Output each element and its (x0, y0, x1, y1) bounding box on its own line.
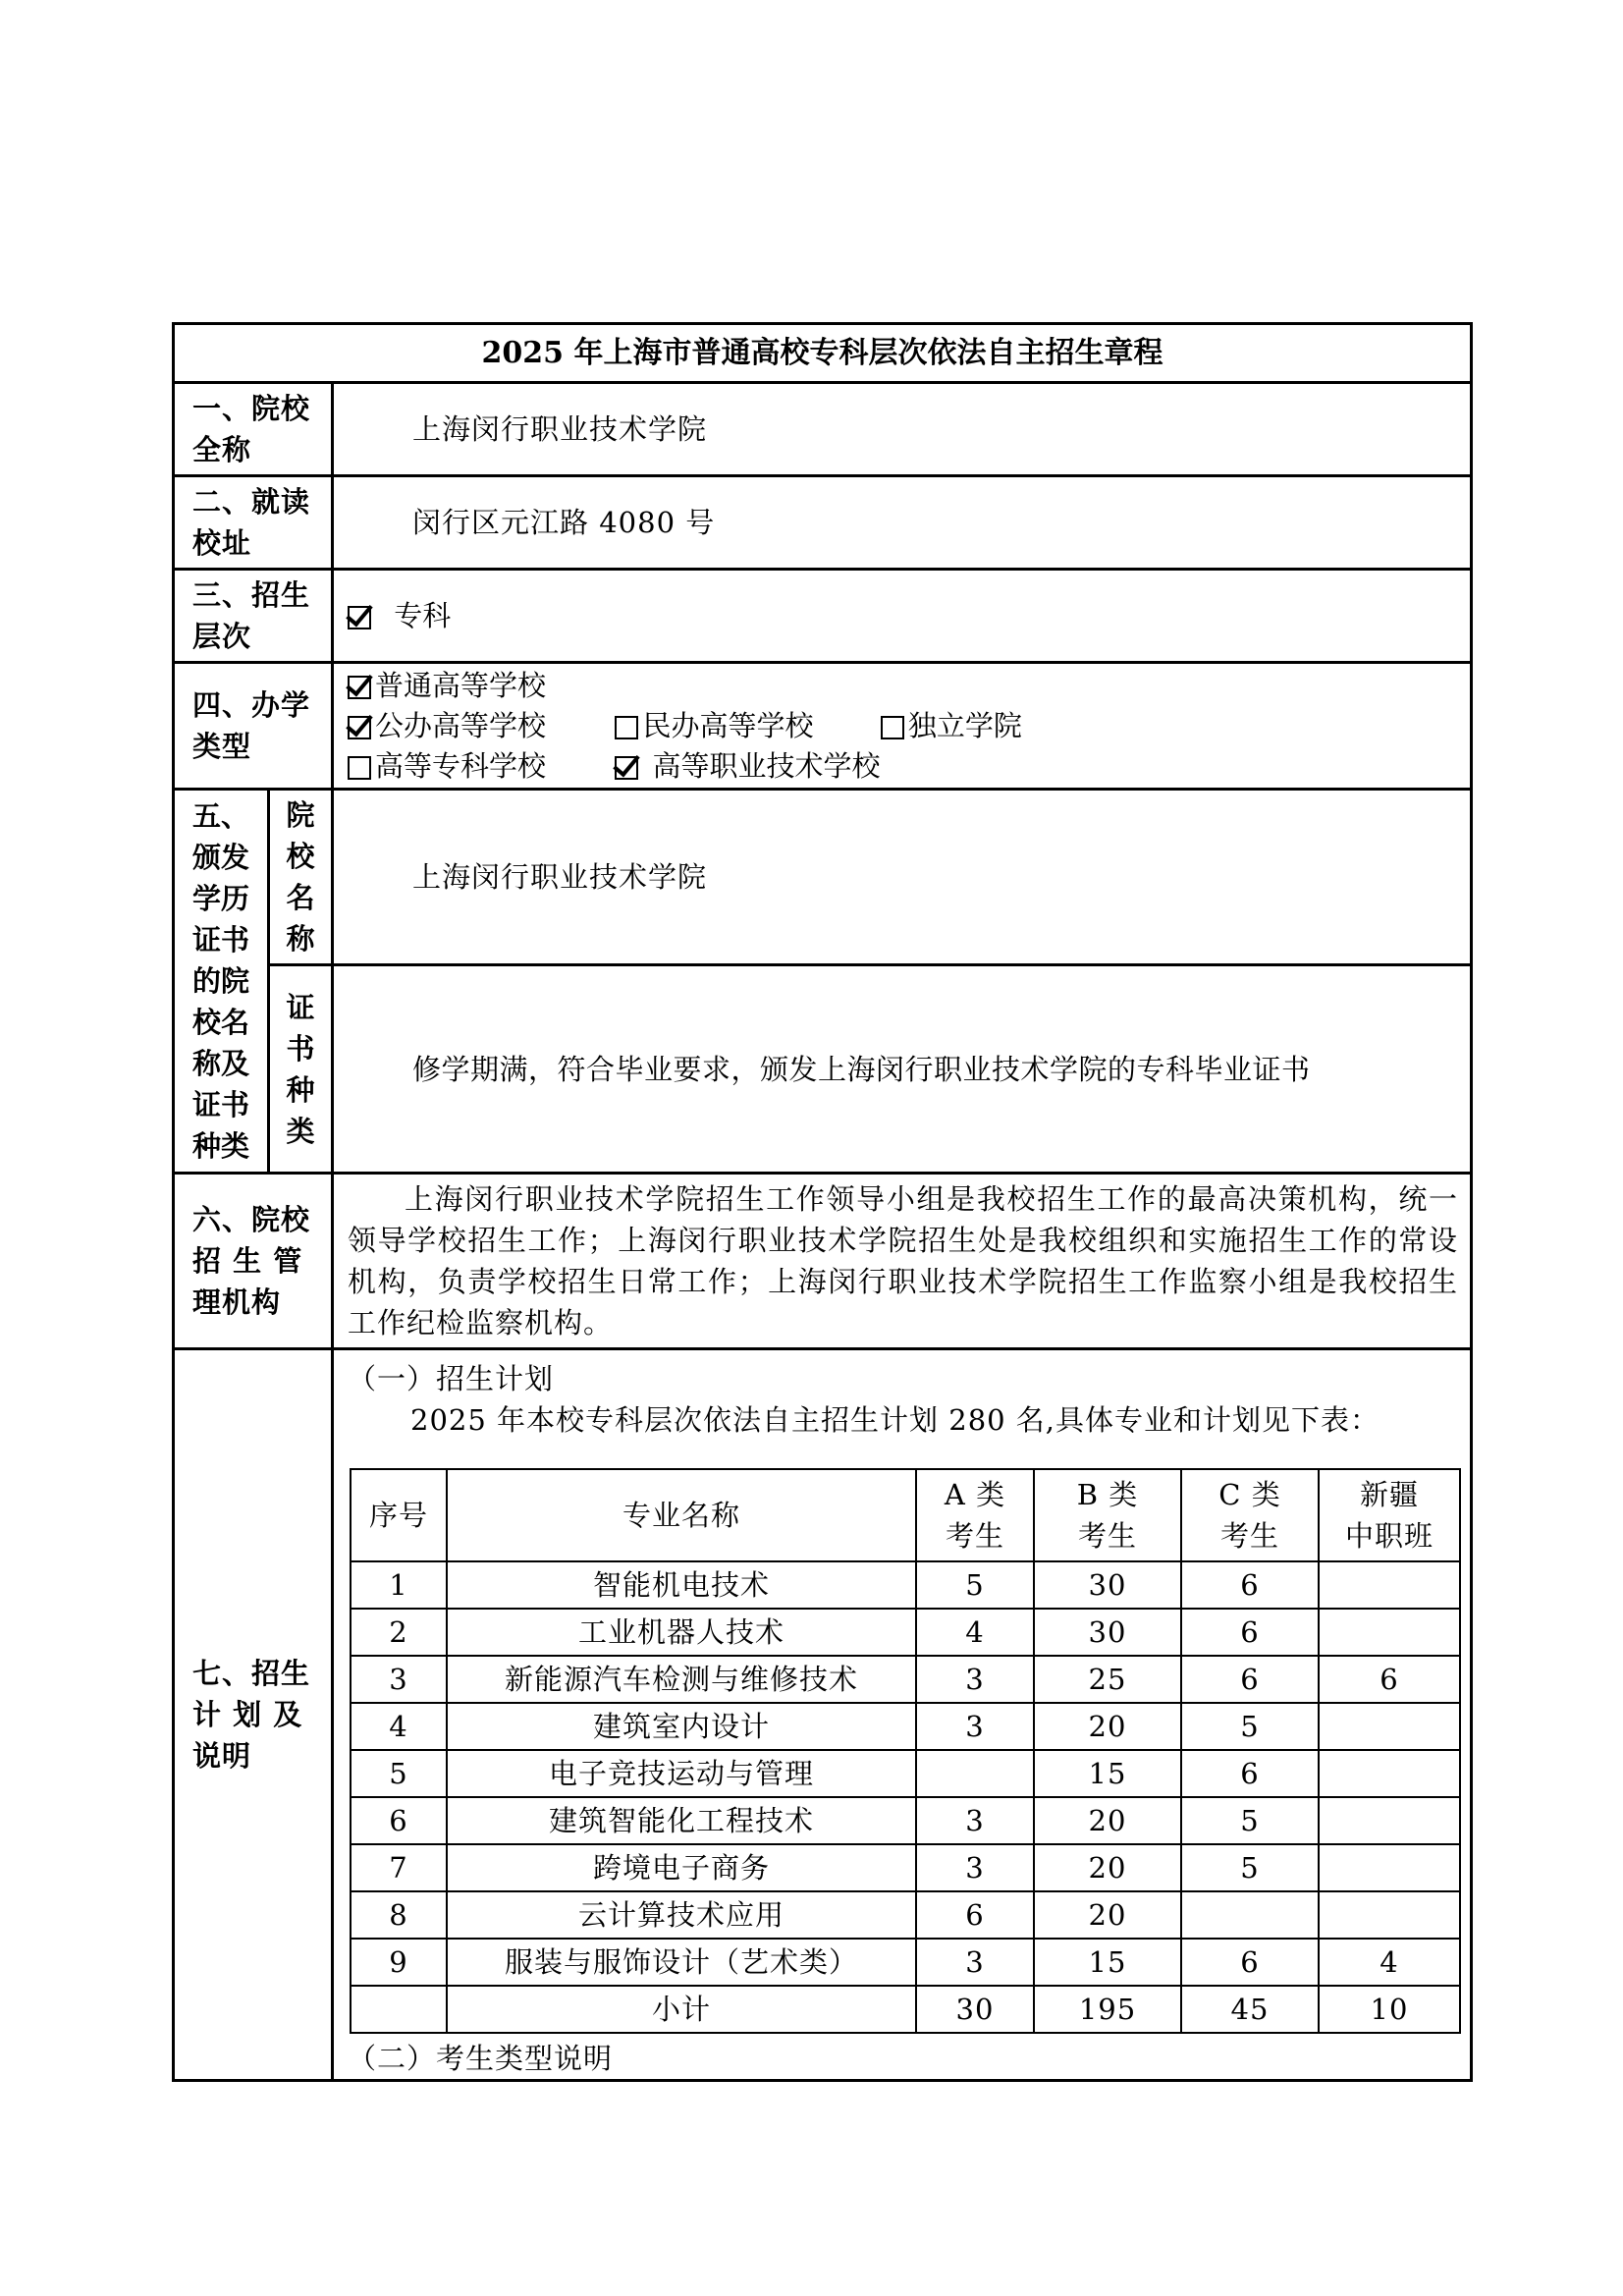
header-line: C 类 (1218, 1478, 1281, 1511)
option-label: 民办高等学校 (642, 708, 814, 742)
cell-b: 20 (1034, 1797, 1181, 1844)
checkbox-checked-icon[interactable] (615, 756, 638, 780)
header-line: 考生 (945, 1519, 1004, 1553)
section-label (174, 476, 333, 570)
section-label (174, 1174, 333, 1349)
label-line: 类型 (192, 730, 252, 763)
cell-b: 30 (1034, 1561, 1181, 1609)
cell-c (1181, 1891, 1319, 1939)
cell-c: 5 (1181, 1844, 1319, 1891)
checkbox-unchecked-icon[interactable] (348, 756, 371, 780)
label-line: 证书 (191, 923, 249, 957)
cell-a (916, 1750, 1034, 1797)
header-xinjiang (1319, 1469, 1460, 1561)
label-line: 全称 (192, 433, 252, 466)
cell-a: 4 (916, 1609, 1034, 1656)
label-line: 校址 (192, 526, 252, 560)
header-major: 专业名称 (447, 1469, 916, 1561)
cell-seq: 4 (351, 1703, 447, 1750)
cell-a: 5 (916, 1561, 1034, 1609)
label-char: 证 (286, 990, 315, 1024)
section-label (174, 1349, 333, 2081)
cell-b: 25 (1034, 1656, 1181, 1703)
cell-c: 6 (1181, 1656, 1319, 1703)
section-certificate-type (174, 965, 1472, 1174)
total-a: 30 (916, 1986, 1034, 2033)
cell-b: 20 (1034, 1891, 1181, 1939)
section-admission-management (174, 1174, 1472, 1349)
header-line: 考生 (1219, 1519, 1279, 1553)
cell-major: 智能机电技术 (447, 1561, 916, 1609)
plan-table-header (351, 1469, 1460, 1561)
admission-management-text: 上海闵行职业技术学院招生工作领导小组是我校招生工作的最高决策机构，统一领导学校招生工作；上海闵行职业技术学院招生处是我校组织和实施招生工作的常设机构，负责学校招生日常工作；上海闵行职业技术学院招生工作监察小组是我校招生工作纪检监察机构。 (333, 1174, 1472, 1349)
header-b (1034, 1469, 1181, 1561)
cell-major: 新能源汽车检测与维修技术 (447, 1656, 916, 1703)
certificate-section-label (174, 790, 269, 1174)
table-row (351, 1750, 1460, 1797)
total-b: 195 (1034, 1986, 1181, 2033)
sub-label-certificate-type (269, 965, 333, 1174)
cell-xinjiang (1319, 1750, 1460, 1797)
section-certificate-school (174, 790, 1472, 965)
option-label: 公办高等学校 (375, 708, 547, 742)
label-line: 种类 (191, 1129, 249, 1163)
table-row (351, 1609, 1460, 1656)
section-label (174, 663, 333, 790)
checkbox-checked-icon[interactable] (348, 606, 371, 629)
option-label: 高等专科学校 (375, 748, 547, 783)
label-line: 的院 (191, 964, 249, 998)
header-a (916, 1469, 1034, 1561)
cell-b: 15 (1034, 1939, 1181, 1986)
label-line: 层次 (192, 620, 252, 653)
label-line: 三、招生 (192, 578, 311, 612)
label-line: 学历 (191, 882, 249, 915)
enrollment-level-value (333, 570, 1472, 663)
label-line: 说明 (192, 1739, 252, 1773)
cell-c: 6 (1181, 1939, 1319, 1986)
sub-label-school-name (269, 790, 333, 965)
section-enrollment-level (174, 570, 1472, 663)
label-line: 六、院校 (192, 1203, 311, 1236)
option-label: 高等职业技术学校 (652, 748, 881, 783)
table-row (351, 1656, 1460, 1703)
option-label: 普通高等学校 (375, 668, 547, 702)
label-line: 颁发 (191, 841, 249, 874)
cell-major: 云计算技术应用 (447, 1891, 916, 1939)
header-line: A 类 (944, 1478, 1006, 1511)
cell-a: 3 (916, 1656, 1034, 1703)
cell-c: 5 (1181, 1703, 1319, 1750)
cell-major: 建筑室内设计 (447, 1703, 916, 1750)
cell-major: 跨境电子商务 (447, 1844, 916, 1891)
label-line: 计 划 及 (192, 1698, 303, 1731)
option-row (348, 746, 1470, 787)
header-line: B 类 (1076, 1478, 1139, 1511)
cell-a: 3 (916, 1797, 1034, 1844)
label-line: 称及 (191, 1047, 249, 1080)
cell-xinjiang (1319, 1797, 1460, 1844)
table-row (351, 1939, 1460, 1986)
label-line: 二、就读 (192, 485, 311, 519)
header-line: 新疆 (1359, 1478, 1419, 1511)
plan-table (350, 1468, 1461, 2034)
cell-seq: 2 (351, 1609, 447, 1656)
cell-xinjiang (1319, 1844, 1460, 1891)
label-char: 名 (286, 881, 315, 914)
label-char: 称 (286, 922, 315, 956)
header-seq: 序号 (351, 1469, 447, 1561)
section-label (174, 570, 333, 663)
table-row (351, 1797, 1460, 1844)
table-total-row (351, 1986, 1460, 2033)
label-line: 七、招生 (192, 1657, 311, 1690)
cell-c: 6 (1181, 1561, 1319, 1609)
option-label: 独立学院 (907, 708, 1022, 742)
cell-seq: 7 (351, 1844, 447, 1891)
header-line: 中职班 (1344, 1519, 1434, 1553)
label-char: 书 (286, 1031, 315, 1066)
label-line: 校名 (191, 1006, 249, 1039)
cell-xinjiang (1319, 1561, 1460, 1609)
candidate-type-heading: （二）考生类型说明 (348, 2042, 614, 2075)
cell-xinjiang (1319, 1891, 1460, 1939)
header-line: 考生 (1077, 1519, 1137, 1553)
label-line: 招 生 管 (192, 1244, 303, 1278)
cell-c: 6 (1181, 1750, 1319, 1797)
cell-c: 6 (1181, 1609, 1319, 1656)
cell-seq: 1 (351, 1561, 447, 1609)
cell-seq: 8 (351, 1891, 447, 1939)
label-line: 五、 (191, 799, 249, 833)
table-row (351, 1891, 1460, 1939)
total-xinjiang: 10 (1319, 1986, 1460, 2033)
cell-b: 15 (1034, 1750, 1181, 1797)
option-row (348, 666, 1470, 706)
cell-xinjiang (1319, 1609, 1460, 1656)
section-label (174, 383, 333, 476)
option-row (348, 706, 1470, 746)
cell-c: 5 (1181, 1797, 1319, 1844)
label-line: 四、办学 (192, 688, 311, 722)
header-c (1181, 1469, 1319, 1561)
table-row (351, 1703, 1460, 1750)
cell-major: 服装与服饰设计（艺术类） (447, 1939, 916, 1986)
cell-b: 20 (1034, 1844, 1181, 1891)
cell-seq: 3 (351, 1656, 447, 1703)
section-school-type (174, 663, 1472, 790)
plan-intro: 2025 年本校专科层次依法自主招生计划 280 名,具体专业和计划见下表： (410, 1403, 1380, 1437)
cell-major: 工业机器人技术 (447, 1609, 916, 1656)
label-char: 种 (286, 1072, 315, 1107)
cell-seq: 9 (351, 1939, 447, 1986)
checkbox-checked-icon[interactable] (348, 676, 371, 699)
label-line: 一、院校 (192, 392, 311, 425)
cell-b: 20 (1034, 1703, 1181, 1750)
label-char: 院 (286, 798, 315, 832)
table-row (351, 1844, 1460, 1891)
section-campus-address (174, 476, 1472, 570)
option-label: 专科 (394, 599, 452, 632)
cell-a: 3 (916, 1844, 1034, 1891)
document-title: 2025 年上海市普通高校专科层次依法自主招生章程 (174, 324, 1472, 383)
section-school-name (174, 383, 1472, 476)
checkbox-unchecked-icon[interactable] (615, 716, 638, 739)
school-type-options (333, 663, 1472, 790)
plan-heading: （一）招生计划 (348, 1362, 555, 1395)
label-line: 证书 (191, 1088, 249, 1121)
cell-major: 建筑智能化工程技术 (447, 1797, 916, 1844)
enrollment-plan-content (333, 1349, 1472, 2081)
cell-a: 3 (916, 1703, 1034, 1750)
campus-address-value: 闵行区元江路 4080 号 (333, 476, 1472, 570)
checkbox-checked-icon[interactable] (348, 716, 371, 739)
cell-seq (351, 1986, 447, 2033)
section-enrollment-plan (174, 1349, 1472, 2081)
cell-a: 6 (916, 1891, 1034, 1939)
label-char: 类 (286, 1114, 315, 1148)
cell-b: 30 (1034, 1609, 1181, 1656)
total-label: 小计 (447, 1986, 916, 2033)
total-c: 45 (1181, 1986, 1319, 2033)
certificate-school-value: 上海闵行职业技术学院 (333, 790, 1472, 965)
cell-seq: 5 (351, 1750, 447, 1797)
label-line: 理机构 (192, 1285, 282, 1319)
cell-major: 电子竞技运动与管理 (447, 1750, 916, 1797)
cell-a: 3 (916, 1939, 1034, 1986)
cell-xinjiang (1319, 1703, 1460, 1750)
cell-xinjiang: 4 (1319, 1939, 1460, 1986)
cell-xinjiang: 6 (1319, 1656, 1460, 1703)
certificate-type-value: 修学期满，符合毕业要求，颁发上海闵行职业技术学院的专科毕业证书 (333, 965, 1472, 1174)
school-name-value: 上海闵行职业技术学院 (333, 383, 1472, 476)
admission-charter-table (172, 322, 1473, 2082)
cell-seq: 6 (351, 1797, 447, 1844)
checkbox-unchecked-icon[interactable] (881, 716, 904, 739)
table-row (351, 1561, 1460, 1609)
label-char: 校 (286, 840, 315, 873)
